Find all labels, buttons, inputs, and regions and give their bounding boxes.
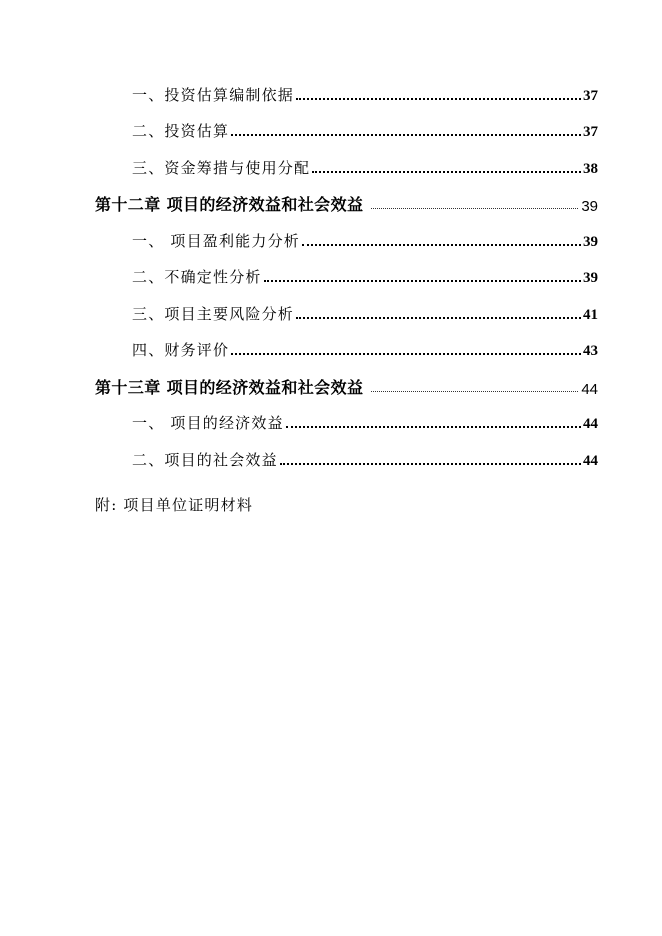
dot-leader — [231, 353, 581, 355]
dot-leader — [312, 171, 581, 173]
toc-page-number: 39 — [583, 233, 598, 250]
toc-entry[interactable] — [95, 405, 598, 442]
dot-leader — [264, 280, 581, 282]
toc-page-number: 44 — [583, 416, 598, 433]
dot-leader — [296, 317, 581, 319]
dot-leader — [302, 244, 581, 246]
toc-entry-label: 二、投资估算 — [132, 122, 230, 141]
toc-page-number: 39 — [583, 270, 598, 287]
toc-page-number: 44 — [581, 380, 598, 398]
toc-entry[interactable] — [95, 259, 598, 296]
toc-chapter-entry[interactable] — [95, 368, 598, 405]
toc-entry[interactable] — [95, 113, 598, 150]
dot-leader — [296, 98, 581, 100]
toc-entry[interactable] — [95, 441, 598, 478]
dot-leader — [286, 426, 581, 428]
toc-page-number: 37 — [583, 87, 598, 104]
toc-entry-label: 四、财务评价 — [132, 341, 230, 360]
toc-page-number: 43 — [583, 343, 598, 360]
toc-entry[interactable] — [95, 149, 598, 186]
toc-page-number: 38 — [583, 160, 598, 177]
toc-entry[interactable] — [95, 76, 598, 113]
toc-entry-label: 二、项目的社会效益 — [132, 450, 278, 469]
toc-page-number: 39 — [581, 198, 598, 216]
toc-chapter-entry[interactable] — [95, 186, 598, 223]
toc-entry-label: 三、资金筹措与使用分配 — [132, 158, 311, 177]
toc-page-number: 44 — [583, 452, 598, 469]
table-of-contents — [95, 76, 598, 478]
toc-entry-label: 一、 项目的经济效益 — [132, 414, 284, 433]
toc-entry-label: 一、 项目盈利能力分析 — [132, 231, 300, 250]
toc-entry-label: 一、投资估算编制依据 — [132, 85, 295, 104]
toc-entry-label: 三、项目主要风险分析 — [132, 304, 295, 323]
toc-entry[interactable] — [95, 295, 598, 332]
toc-entry[interactable] — [95, 332, 598, 369]
toc-chapter-label: 第十三章 项目的经济效益和社会效益 — [95, 377, 364, 397]
toc-entry-label: 二、不确定性分析 — [132, 268, 262, 287]
dot-leader — [371, 208, 578, 209]
toc-page-number: 37 — [583, 124, 598, 141]
dot-leader — [280, 463, 581, 465]
appendix-note: 附: 项目单位证明材料 — [95, 496, 254, 514]
toc-page-number: 41 — [583, 306, 598, 323]
dot-leader — [231, 134, 581, 136]
toc-entry[interactable] — [95, 222, 598, 259]
toc-chapter-label: 第十二章 项目的经济效益和社会效益 — [95, 195, 364, 215]
dot-leader — [371, 391, 578, 392]
